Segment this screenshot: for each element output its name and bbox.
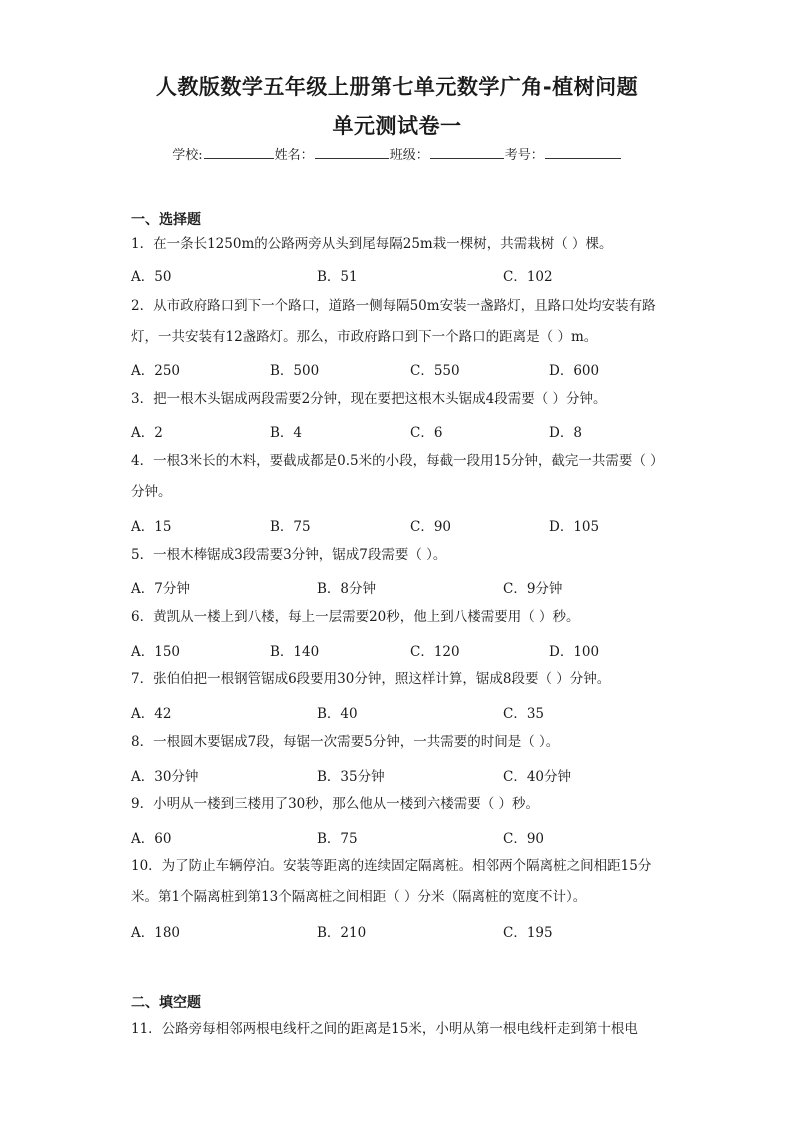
option: B．210: [317, 925, 367, 941]
option: C．550: [410, 363, 460, 379]
question-6: 6．黄凯从一楼上到八楼，每上一层需要20秒，他上到八楼需要用（ ）秒。: [131, 609, 580, 625]
question-10: 10．为了防止车辆停泊。安装等距离的连续固定隔离桩。相邻两个隔离桩之间相距15分米。第1个隔离桩到第13个隔离桩之间相距（ ）分米（隔离桩的宽度不计）。: [131, 858, 652, 905]
option: D．8: [549, 425, 582, 441]
option: B．40: [317, 706, 358, 722]
number-label: 考号：: [504, 148, 544, 163]
question-8: 8．一根圆木要锯成7段，每锯一次需要5分钟，一共需要的时间是（ ）。: [131, 734, 560, 750]
option: C．102: [503, 269, 553, 285]
section-heading-fill: 二、填空题: [131, 995, 201, 1011]
class-blank: [430, 146, 504, 159]
number-blank: [545, 146, 621, 159]
option: C．6: [410, 425, 443, 441]
option: A．42: [131, 706, 172, 722]
question-2: 2．从市政府路口到下一个路口，道路一侧每隔50m安装一盏路灯，且路口处均安装有路灯，一共安装有12盏路灯。那么，市政府路口到下一个路口的距离是（ ）m。: [131, 298, 656, 345]
option: B．140: [270, 644, 320, 660]
options-6: [131, 640, 671, 660]
school-blank: [204, 146, 274, 159]
option: C．120: [410, 644, 460, 660]
page-subtitle: 单元测试卷一: [332, 114, 462, 138]
options-8: [131, 765, 671, 785]
options-2: [131, 359, 671, 379]
option: C．90: [503, 831, 545, 847]
options-4: [131, 515, 671, 535]
name-blank: [315, 146, 389, 159]
option: D．100: [549, 644, 600, 660]
option: C．195: [503, 925, 553, 941]
question-11: 11．公路旁每相邻两根电线杆之间的距离是15米，小明从第一根电线杆走到第十根电: [131, 1021, 638, 1037]
options-9: [131, 827, 671, 847]
question-7: 7．张伯伯把一根钢管锯成6段要用30分钟，照这样计算，锯成8段要（ ）分钟。: [131, 671, 611, 687]
option: A．7分钟: [131, 581, 190, 597]
option: B．4: [270, 425, 303, 441]
question-1: 1．在一条长1250m的公路两旁从头到尾每隔25m栽一棵树，共需栽树（ ）棵。: [131, 236, 613, 252]
option: D．600: [549, 363, 600, 379]
option: A．150: [131, 644, 181, 660]
option: B．75: [270, 519, 311, 535]
option: A．50: [131, 269, 172, 285]
option: A．15: [131, 519, 172, 535]
question-5: 5．一根木棒锯成3段需要3分钟，锯成7段需要（ ）。: [131, 547, 447, 563]
options-10: [131, 921, 671, 941]
option: B．500: [270, 363, 320, 379]
name-label: 姓名：: [274, 148, 314, 163]
options-7: [131, 702, 671, 722]
option: B．8分钟: [317, 581, 377, 597]
question-4: 4．一根3米长的木料，要截成都是0.5米的小段，每截一段用15分钟，截完一共需要（ ）分钟。: [131, 453, 664, 500]
option: A．250: [131, 363, 181, 379]
question-3: 3．把一根木头锯成两段需要2分钟，现在要把这根木头锯成4段需要（ ）分钟。: [131, 391, 607, 407]
option: C．40分钟: [503, 769, 572, 785]
student-info-line: [0, 144, 794, 163]
option: C．90: [410, 519, 452, 535]
section-heading-choice: 一、选择题: [131, 212, 201, 228]
question-9: 9．小明从一楼到三楼用了30秒，那么他从一楼到六楼需要（ ）秒。: [131, 796, 540, 812]
option: C．9分钟: [503, 581, 563, 597]
options-1: [131, 265, 671, 285]
option: B．75: [317, 831, 358, 847]
options-3: [131, 421, 671, 441]
school-label: 学校:: [172, 148, 203, 163]
class-label: 班级：: [389, 148, 429, 163]
option: B．51: [317, 269, 358, 285]
option: D．105: [549, 519, 600, 535]
option: A．60: [131, 831, 172, 847]
page-title: 人教版数学五年级上册第七单元数学广角-植树问题: [155, 75, 639, 99]
option: C．35: [503, 706, 545, 722]
option: B．35分钟: [317, 769, 385, 785]
option: A．180: [131, 925, 181, 941]
option: A．2: [131, 425, 163, 441]
options-5: [131, 577, 671, 597]
option: A．30分钟: [131, 769, 199, 785]
